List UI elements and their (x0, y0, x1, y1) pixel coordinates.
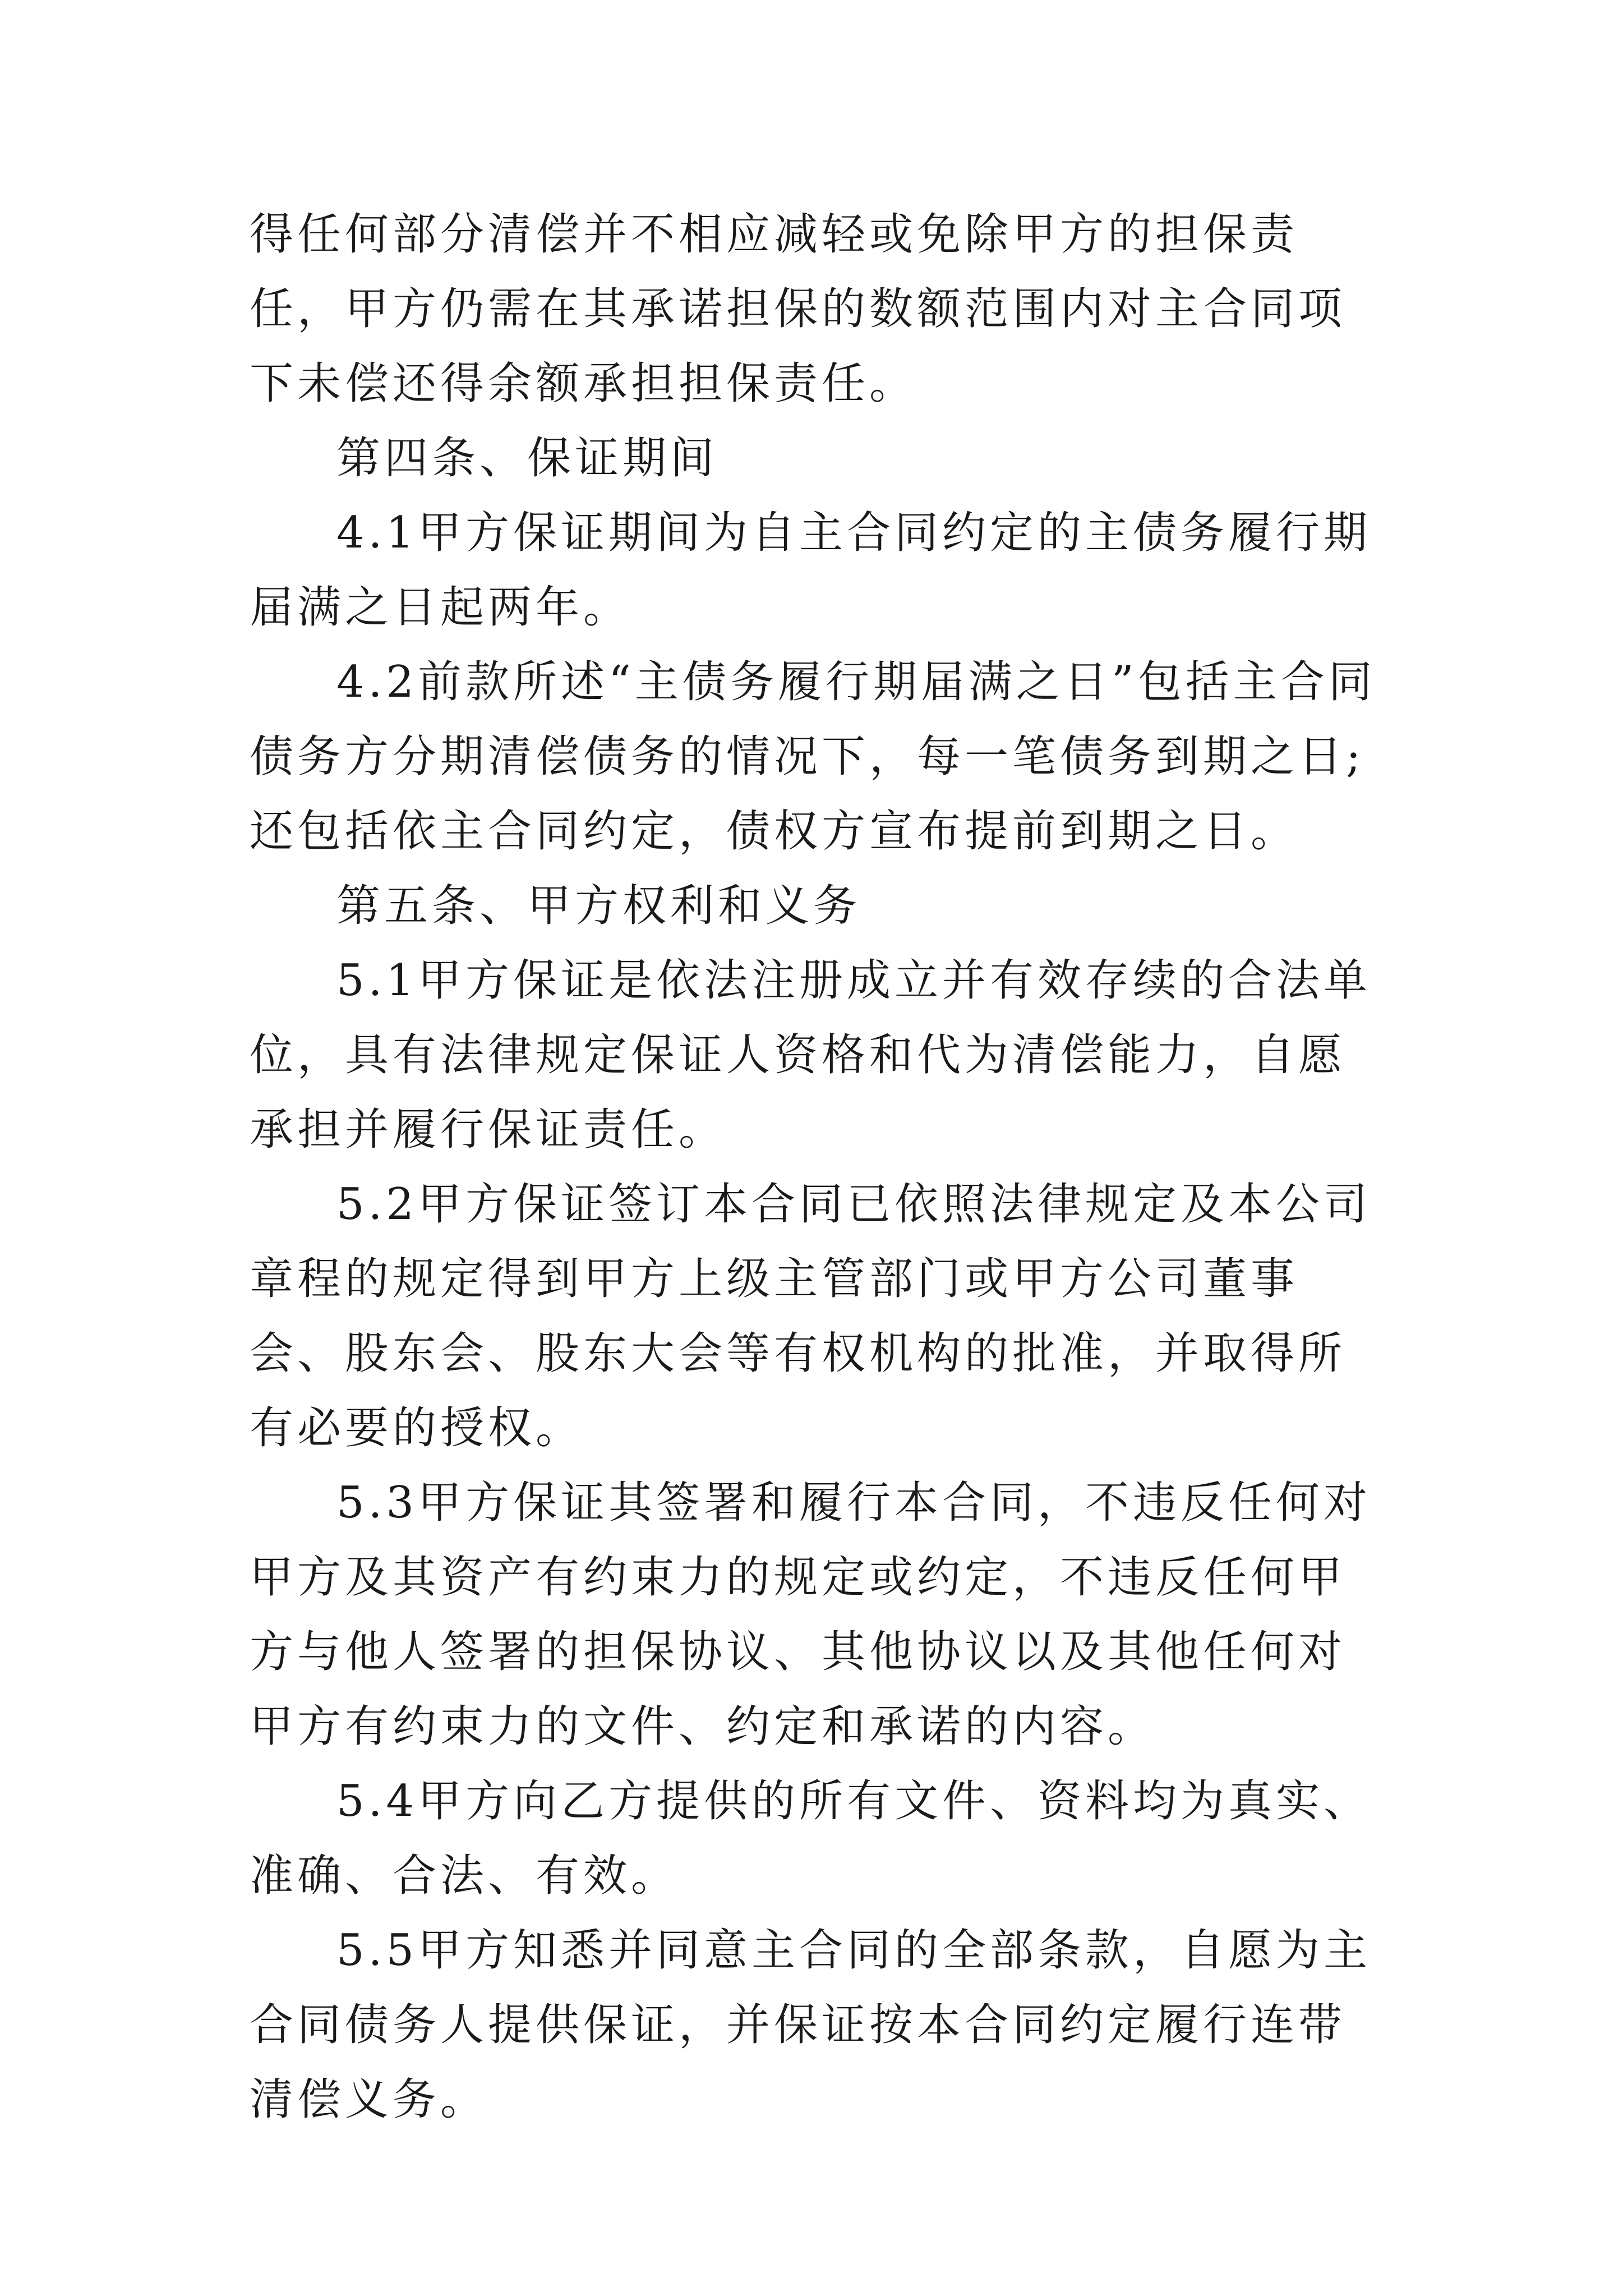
article-4-heading: 第四条、保证期间 (336, 433, 718, 484)
clause-5-3: 5.3甲方保证其签署和履行本合同，不违反任何对甲方及其资产有约束力的规定或约定，不违反任何甲方与他人签署的担保协议、其他协议以及其他任何对甲方有约束力的文件、约定和承诺的内容。 (250, 1478, 1372, 1752)
paragraph-continuation: 得任何部分清偿并不相应减轻或免除甲方的担保责任，甲方仍需在其承诺担保的数额范围内对主合同项下未偿还得余额承担担保责任。 (250, 209, 1347, 409)
document-body (250, 197, 1385, 2137)
clause-4-2: 4.2前款所述“主债务履行期届满之日”包括主合同债务方分期清偿债务的情况下，每一笔债务到期之日;还包括依主合同约定，债权方宣布提前到期之日。 (250, 657, 1376, 857)
clause-5-2: 5.2甲方保证签订本合同已依照法律规定及本公司章程的规定得到甲方上级主管部门或甲方公司董事会、股东会、股东大会等有权机构的批准，并取得所有必要的授权。 (250, 1179, 1372, 1453)
clause-5-4: 5.4甲方向乙方提供的所有文件、资料均为真实、准确、合法、有效。 (250, 1776, 1372, 1901)
clause-4-1: 4.1甲方保证期间为自主合同约定的主债务履行期届满之日起两年。 (250, 508, 1372, 633)
article-5-heading: 第五条、甲方权利和义务 (336, 881, 861, 931)
clause-5-1: 5.1甲方保证是依法注册成立并有效存续的合法单位，具有法律规定保证人资格和代为清偿能力，自愿承担并履行保证责任。 (250, 955, 1372, 1155)
clause-5-5: 5.5甲方知悉并同意主合同的全部条款，自愿为主合同债务人提供保证，并保证按本合同约定履行连带清偿义务。 (250, 1925, 1372, 2125)
